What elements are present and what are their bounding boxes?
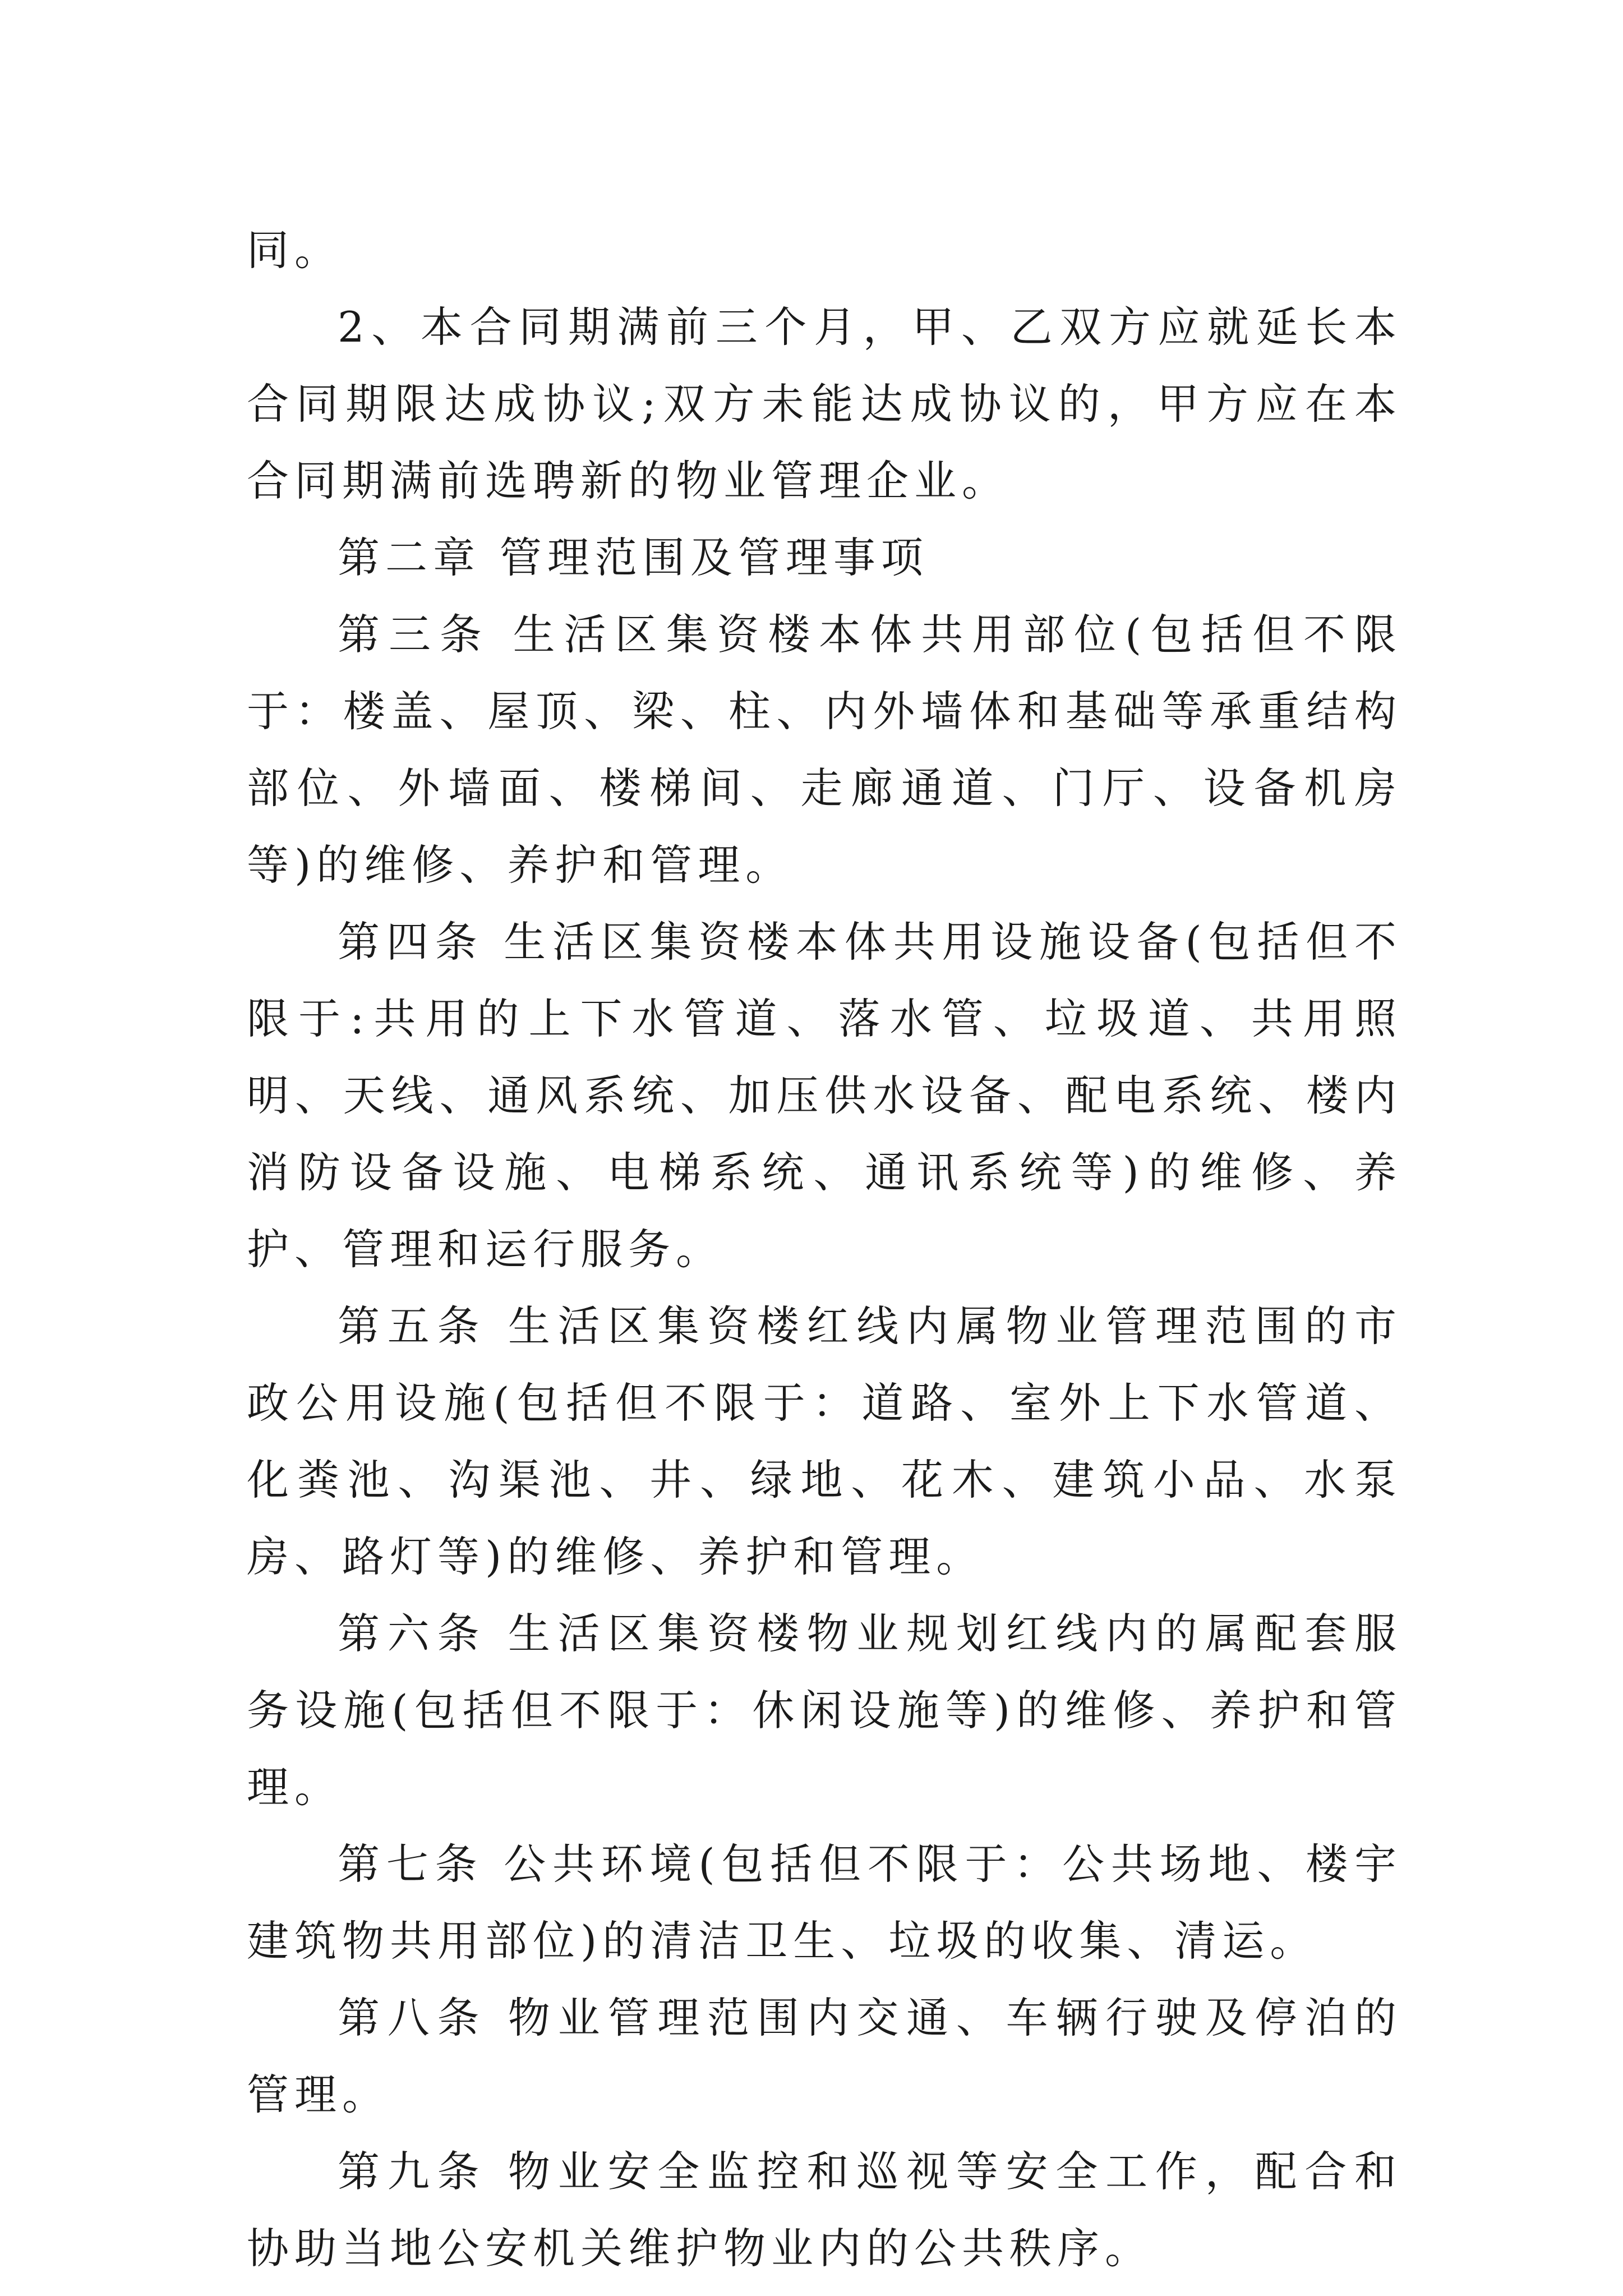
document-body [247, 212, 1402, 2287]
paragraph-article-9: 第九条 物业安全监控和巡视等安全工作，配合和协助当地公安机关维护物业内的公共秩序。 [247, 2147, 1402, 2273]
paragraph-article-4: 第四条 生活区集资楼本体共用设施设备(包括但不限于:共用的上下水管道、落水管、垃圾道、共用照明、天线、通风系统、加压供水设备、配电系统、楼内消防设备设施、电梯系统、通讯系统等)的维修、养护、管理和运行服务。 [247, 917, 1402, 1274]
paragraph-article-3: 第三条 生活区集资楼本体共用部位(包括但不限于：楼盖、屋顶、梁、柱、内外墙体和基础等承重结构部位、外墙面、楼梯间、走廊通道、门厅、设备机房等)的维修、养护和管理。 [247, 610, 1402, 890]
paragraph-article-7: 第七条 公共环境(包括但不限于：公共场地、楼宇建筑物共用部位)的清洁卫生、垃圾的收集、清运。 [247, 1839, 1402, 1966]
chapter-heading: 第二章 管理范围及管理事项 [338, 533, 929, 582]
paragraph-article-6: 第六条 生活区集资楼物业规划红线内的属配套服务设施(包括但不限于：休闲设施等)的维修、养护和管理。 [247, 1609, 1402, 1812]
paragraph-article-5: 第五条 生活区集资楼红线内属物业管理范围的市政公用设施(包括但不限于：道路、室外上下水管道、化粪池、沟渠池、井、绿地、花木、建筑小品、水泵房、路灯等)的维修、养护和管理。 [247, 1301, 1402, 1581]
paragraph-continuation: 同。 [247, 226, 343, 275]
paragraph-clause-2: 2、本合同期满前三个月，甲、乙双方应就延长本合同期限达成协议;双方未能达成协议的，甲方应在本合同期满前选聘新的物业管理企业。 [247, 302, 1402, 505]
paragraph-article-8: 第八条 物业管理范围内交通、车辆行驶及停泊的管理。 [247, 1993, 1402, 2119]
